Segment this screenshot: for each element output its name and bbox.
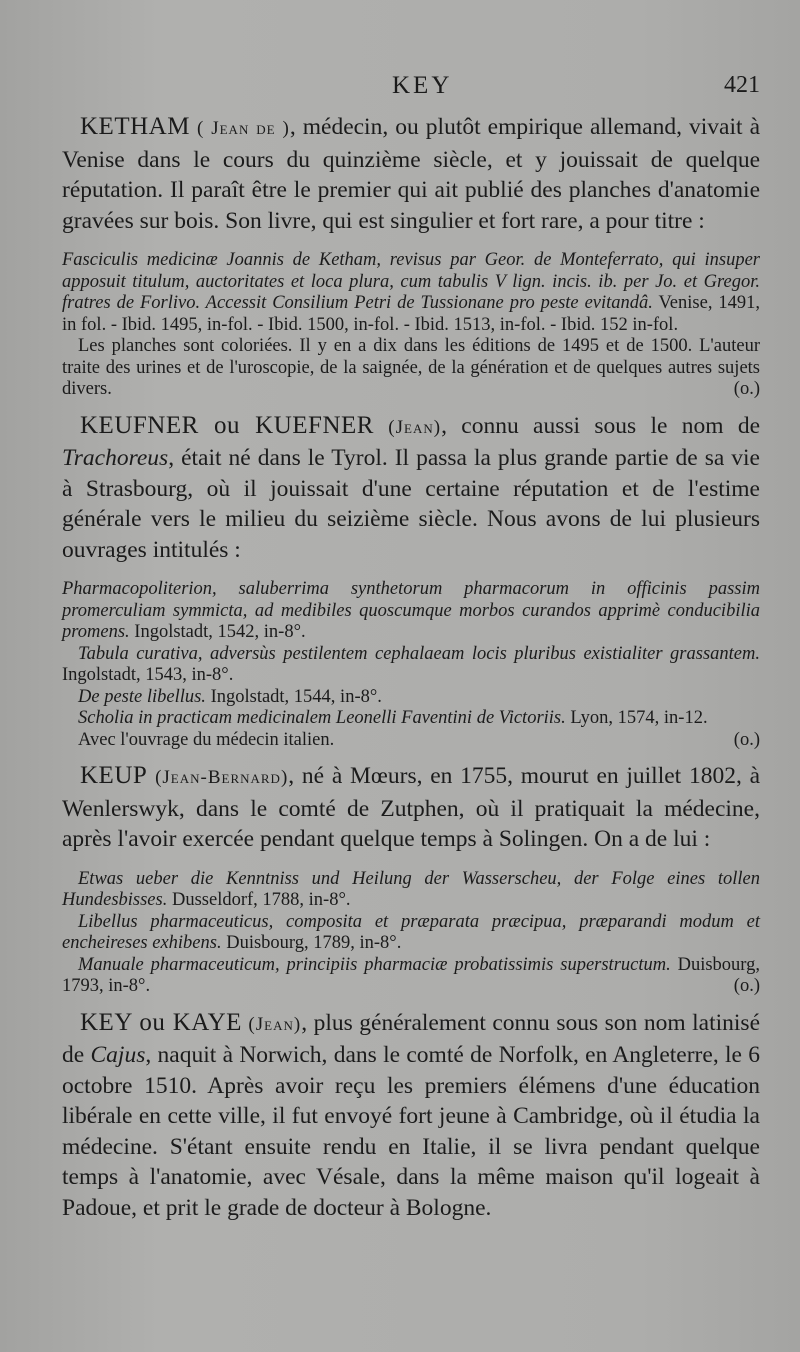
book-title: Tabula curativa, adversùs pestilentem cephalaeam locis pluribus existialiter grassantem.	[78, 643, 760, 664]
latinized-name: Cajus	[90, 1042, 146, 1068]
bibliography	[62, 250, 760, 401]
book-title: Libellus pharmaceuticus, composita et præparata præcipua, præparandi modum et encheireses exhibens.	[62, 911, 760, 953]
note-text: Avec l'ouvrage du médecin italien. (o.)	[78, 729, 760, 750]
headword: KEUFNER ou KUEFNER	[80, 411, 374, 439]
entry-ketham	[62, 112, 760, 401]
book-item	[62, 687, 760, 709]
book-publication: Ingolstadt, 1542, in-8°.	[134, 622, 306, 642]
given-name: (Jean-Bernard)	[155, 767, 289, 788]
author-signature: (o.)	[733, 729, 760, 750]
author-signature: (o.)	[733, 379, 760, 399]
entry-body-text: , médecin, ou plutôt empirique allemand, vivait à Venise dans le cours du quinzième siècle, et y jouissait de quelque réputation. Il paraît être le premier qui ait publié des planches d'anatomie gravées sur bois. Son livre, qui est singulier et fort rare, a pour titre :	[62, 114, 760, 234]
book-item	[62, 955, 760, 998]
headword: KEY ou KAYE	[80, 1008, 242, 1036]
page-header	[62, 72, 760, 112]
given-name: (Jean)	[388, 416, 442, 438]
entry-key	[62, 1008, 760, 1224]
note-text: Les planches sont coloriées. Il y en a dix dans les éditions de 1495 et de 1500. L'auteur traite des urines et de l'uroscopie, de la saignée, de la génération et de quelques autres sujets divers. (o.)	[62, 336, 760, 399]
entry-text: KEUFNER ou KUEFNER (Jean), connu aussi sous le nom de Trachoreus, était né dans le Tyrol. Il passa la plus grande partie de sa vie à Strasbourg, où il jouissait d'une certaine réputation et de l'estime générale vers le milieu du seizième siècle. Nous avons de lui plusieurs ouvrages intitulés :	[62, 411, 761, 563]
book-publication: Venise, 1491, in fol. - Ibid. 1495, in-fol. - Ibid. 1500, in-fol. - Ibid. 1513, in-fol. - Ibid. 152 in-fol.	[62, 293, 760, 335]
given-name: (Jean)	[248, 1013, 302, 1035]
book-item	[62, 250, 760, 336]
book-publication: Ingolstadt, 1544, in-8°.	[210, 686, 382, 707]
headword: KETHAM	[80, 113, 190, 140]
book-publication: Lyon, 1574, in-12.	[570, 708, 708, 728]
book-title: Scholia in practicam medicinalem Leonelli Faventini de Victoriis.	[78, 708, 566, 728]
book-publication: Dusseldorf, 1788, in-8°.	[171, 890, 351, 910]
book-title: Etwas ueber die Kenntniss und Heilung der Wasserscheu, der Folge eines tollen Hundesbisses.	[62, 868, 760, 910]
running-head: KEY	[392, 72, 453, 99]
book-item	[62, 579, 760, 644]
book-publication: Duisbourg, 1789, in-8°.	[226, 933, 402, 953]
given-name: ( Jean de )	[196, 118, 290, 139]
book-title: Pharmacopoliterion, saluberrima synthetorum pharmacorum in officinis passim promerculiam symmicta, ad medibiles quoscumque morbos curandos apprimè conducibilia promens.	[62, 579, 760, 642]
latinized-name: Trachoreus	[62, 445, 169, 471]
entry-keufner	[62, 411, 760, 752]
author-signature: (o.)	[733, 976, 760, 996]
entry-text: KEY ou KAYE (Jean), plus généralement connu sous son nom latinisé de Cajus, naquit à Norwich, dans le comté de Norfolk, en Angleterre, le 6 octobre 1510. Après avoir reçu les premiers élémens d'une éducation libérale en cette ville, il fut envoyé fort jeune à Cambridge, où il étudia la médecine. S'étant ensuite rendu en Italie, il se livra pendant quelque temps à l'anatomie, avec Vésale, dans la même maison qu'il logeait à Padoue, et prit le grade de docteur à Bologne.	[62, 1008, 761, 1221]
bibliography	[62, 579, 760, 751]
book-title: Manuale pharmaceuticum, principiis pharmaciæ probatissimis superstructum.	[78, 954, 671, 975]
book-item	[62, 869, 760, 912]
entry-text	[62, 112, 760, 236]
entry-keup	[62, 761, 760, 998]
book-item	[62, 708, 760, 730]
headword: KEUP	[80, 762, 148, 789]
book-item	[62, 644, 760, 687]
page-number: 421	[724, 72, 760, 98]
entry-text: KEUP (Jean-Bernard), né à Mœurs, en 1755, mourut en juillet 1802, à Wenlerswyk, dans le comté de Zutphen, où il pratiquait la médecine, après l'avoir exercée pendant quelque temps à Solingen. On a de lui :	[62, 762, 761, 852]
book-publication: Ingolstadt, 1543, in-8°.	[62, 665, 234, 685]
book-item	[62, 912, 760, 955]
book-title: De peste libellus.	[78, 686, 206, 707]
bibliography	[62, 869, 760, 998]
book-publication: Duisbourg, 1793, in-8°.	[62, 954, 761, 996]
book-title: Fasciculis medicinæ Joannis de Ketham, revisus par Geor. de Monteferrato, qui insuper apposuit titulum, auctoritates et loca plura, cum tabulis V lign. incis. ib. per Jo. et Gregor. fratres de Forlivo. Accessit Consilium Petri de Tussionane pro peste evitandâ.	[62, 250, 760, 313]
